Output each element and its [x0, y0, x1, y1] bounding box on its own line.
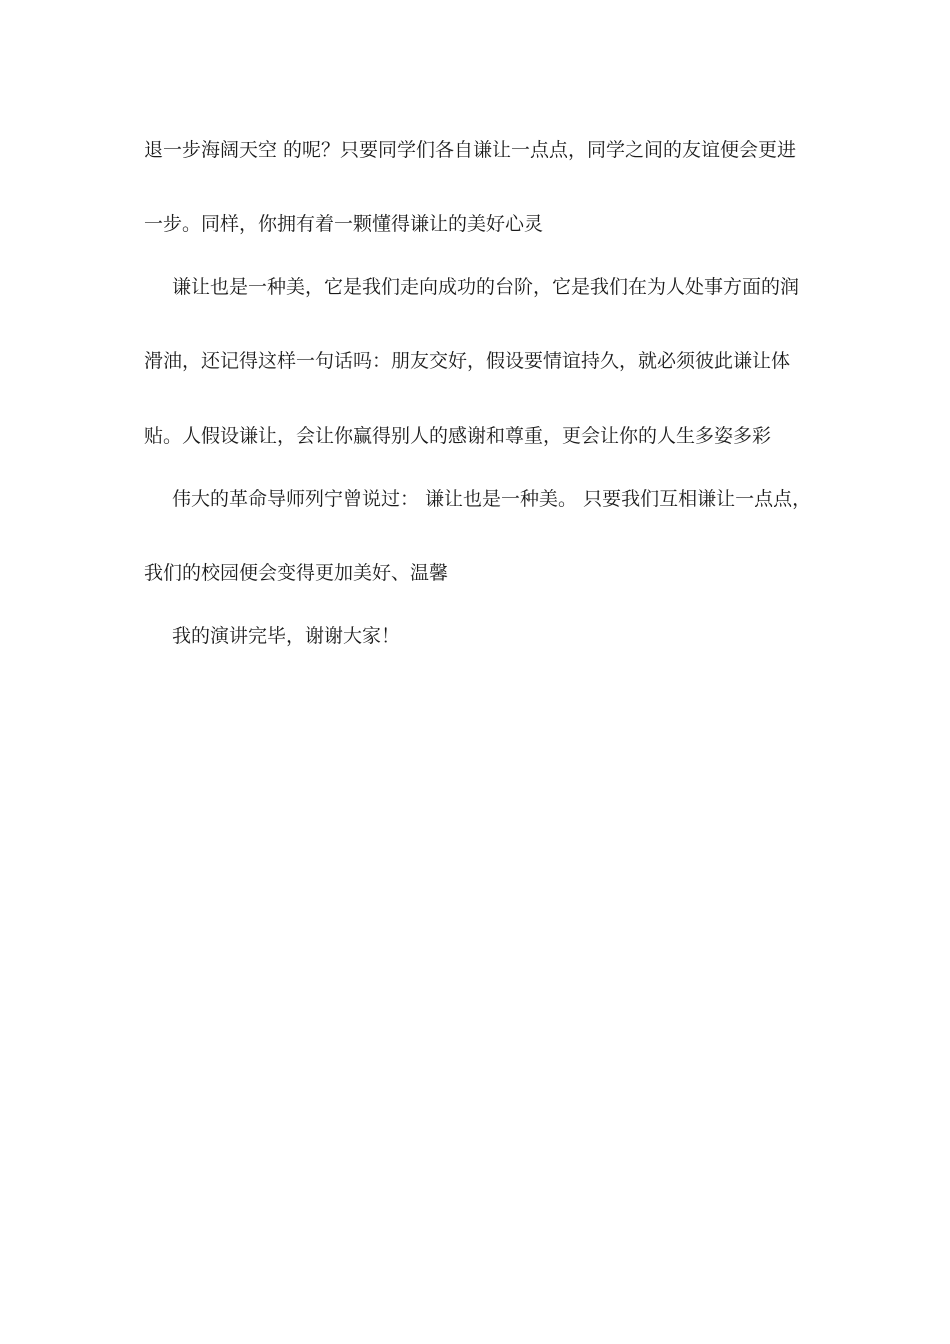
paragraph-4-line-1: 我的演讲完毕，谢谢大家！ — [172, 625, 401, 647]
paragraph-3-line-2: 我们的校园便会变得更加美好、温馨 — [144, 562, 449, 584]
paragraph-2-line-1: 谦让也是一种美，它是我们走向成功的台阶，它是我们在为人处事方面的润 — [172, 276, 800, 298]
paragraph-3-line-1: 伟大的革命导师列宁曾说过： 谦让也是一种美。 只要我们互相谦让一点点， — [172, 488, 812, 510]
paragraph-1-line-2: 一步。同样，你拥有着一颗懂得谦让的美好心灵 — [144, 213, 544, 235]
paragraph-1-line-1: 退一步海阔天空 的呢？只要同学们各自谦让一点点，同学之间的友谊便会更进 — [144, 139, 797, 161]
paragraph-2-line-2: 滑油，还记得这样一句话吗：朋友交好，假设要情谊持久，就必须彼此谦让体 — [144, 350, 791, 372]
paragraph-2-line-3: 贴。人假设谦让，会让你赢得别人的感谢和尊重，更会让你的人生多姿多彩 — [144, 425, 772, 447]
